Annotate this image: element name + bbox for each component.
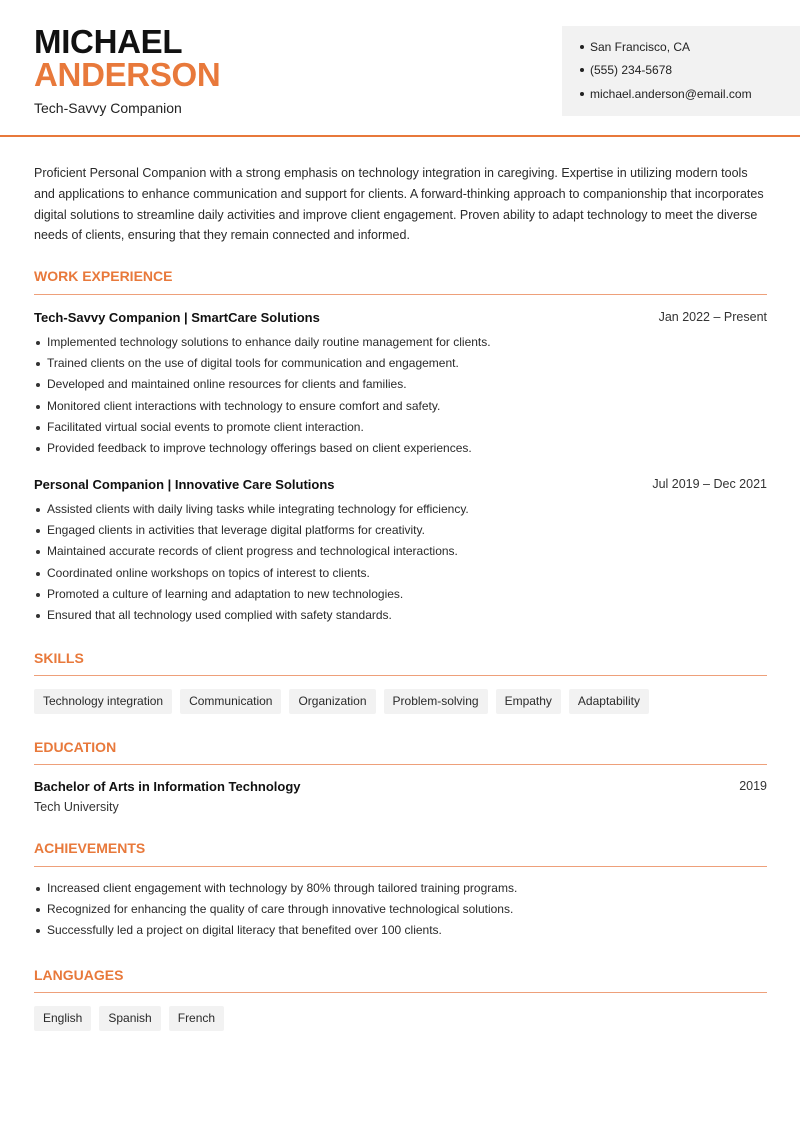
section-title-skills: SKILLS — [34, 650, 84, 666]
bullet-icon — [580, 92, 584, 96]
skill-tag: Communication — [180, 689, 281, 714]
skills-list — [34, 689, 649, 714]
section-title-education: EDUCATION — [34, 739, 117, 755]
achievements-list — [34, 878, 768, 942]
language-tag: French — [169, 1006, 224, 1031]
section-divider — [34, 992, 767, 993]
section-title-work: WORK EXPERIENCE — [34, 268, 173, 284]
list-item: Promoted a culture of learning and adaptation to new technologies. — [34, 584, 768, 605]
list-item: Assisted clients with daily living tasks while integrating technology for efficiency. — [34, 499, 768, 520]
first-name: MICHAEL — [34, 23, 183, 60]
job-title: Tech-Savvy Companion — [34, 100, 182, 116]
location-text: San Francisco, CA — [590, 40, 691, 54]
list-item: Provided feedback to improve technology offerings based on client experiences. — [34, 438, 768, 459]
degree: Bachelor of Arts in Information Technology — [34, 779, 301, 794]
skill-tag: Adaptability — [569, 689, 649, 714]
list-item: Recognized for enhancing the quality of care through innovative technological solutions. — [34, 899, 768, 920]
resume-header — [0, 0, 800, 137]
section-divider — [34, 866, 767, 867]
list-item: Engaged clients in activities that leverage digital platforms for creativity. — [34, 520, 768, 541]
last-name: ANDERSON — [34, 56, 221, 93]
job-dates: Jul 2019 – Dec 2021 — [652, 477, 767, 491]
section-divider — [34, 764, 767, 765]
job-heading: Personal Companion | Innovative Care Solutions — [34, 477, 335, 492]
job-heading: Tech-Savvy Companion | SmartCare Solutions — [34, 310, 320, 325]
contact-box — [562, 26, 800, 116]
skill-tag: Technology integration — [34, 689, 172, 714]
list-item: Coordinated online workshops on topics of interest to clients. — [34, 563, 768, 584]
skill-tag: Problem-solving — [384, 689, 488, 714]
language-tag: English — [34, 1006, 91, 1031]
list-item: Maintained accurate records of client progress and technological interactions. — [34, 541, 768, 562]
section-title-achievements: ACHIEVEMENTS — [34, 840, 146, 856]
language-tag: Spanish — [99, 1006, 160, 1031]
list-item: Developed and maintained online resources for clients and families. — [34, 374, 768, 395]
skill-tag: Empathy — [496, 689, 561, 714]
list-item: Trained clients on the use of digital tools for communication and engagement. — [34, 353, 768, 374]
job-bullets — [34, 332, 768, 459]
list-item: Monitored client interactions with technology to ensure comfort and safety. — [34, 396, 768, 417]
school-name: Tech University — [34, 800, 119, 814]
summary: Proficient Personal Companion with a strong emphasis on technology integration in caregiving. Expertise in utilizing modern tools and applications to enhance communication and support for clients. A forward-thinking approach to companionship that incorporates digital solutions to streamline daily activities and improve client engagement. Proven ability to adapt technology to meet the diverse needs of clients, ensuring that they remain connected and informed. — [34, 166, 764, 243]
job-dates: Jan 2022 – Present — [658, 310, 767, 324]
list-item: Facilitated virtual social events to promote client interaction. — [34, 417, 768, 438]
section-title-languages: LANGUAGES — [34, 967, 124, 983]
job-bullets — [34, 499, 768, 626]
phone-text: (555) 234-5678 — [590, 63, 673, 77]
section-divider — [34, 294, 767, 295]
bullet-icon — [580, 68, 584, 72]
email-text: michael.anderson@email.com — [590, 87, 752, 101]
list-item: Ensured that all technology used complied with safety standards. — [34, 605, 768, 626]
bullet-icon — [580, 45, 584, 49]
education-year: 2019 — [739, 779, 767, 793]
list-item: Implemented technology solutions to enhance daily routine management for clients. — [34, 332, 768, 353]
section-divider — [34, 675, 767, 676]
list-item: Increased client engagement with technology by 80% through tailored training programs. — [34, 878, 768, 899]
contact-phone — [580, 63, 672, 77]
languages-list — [34, 1006, 224, 1031]
contact-location — [580, 40, 690, 54]
list-item: Successfully led a project on digital literacy that benefited over 100 clients. — [34, 920, 768, 941]
contact-email — [580, 87, 752, 101]
skill-tag: Organization — [289, 689, 375, 714]
